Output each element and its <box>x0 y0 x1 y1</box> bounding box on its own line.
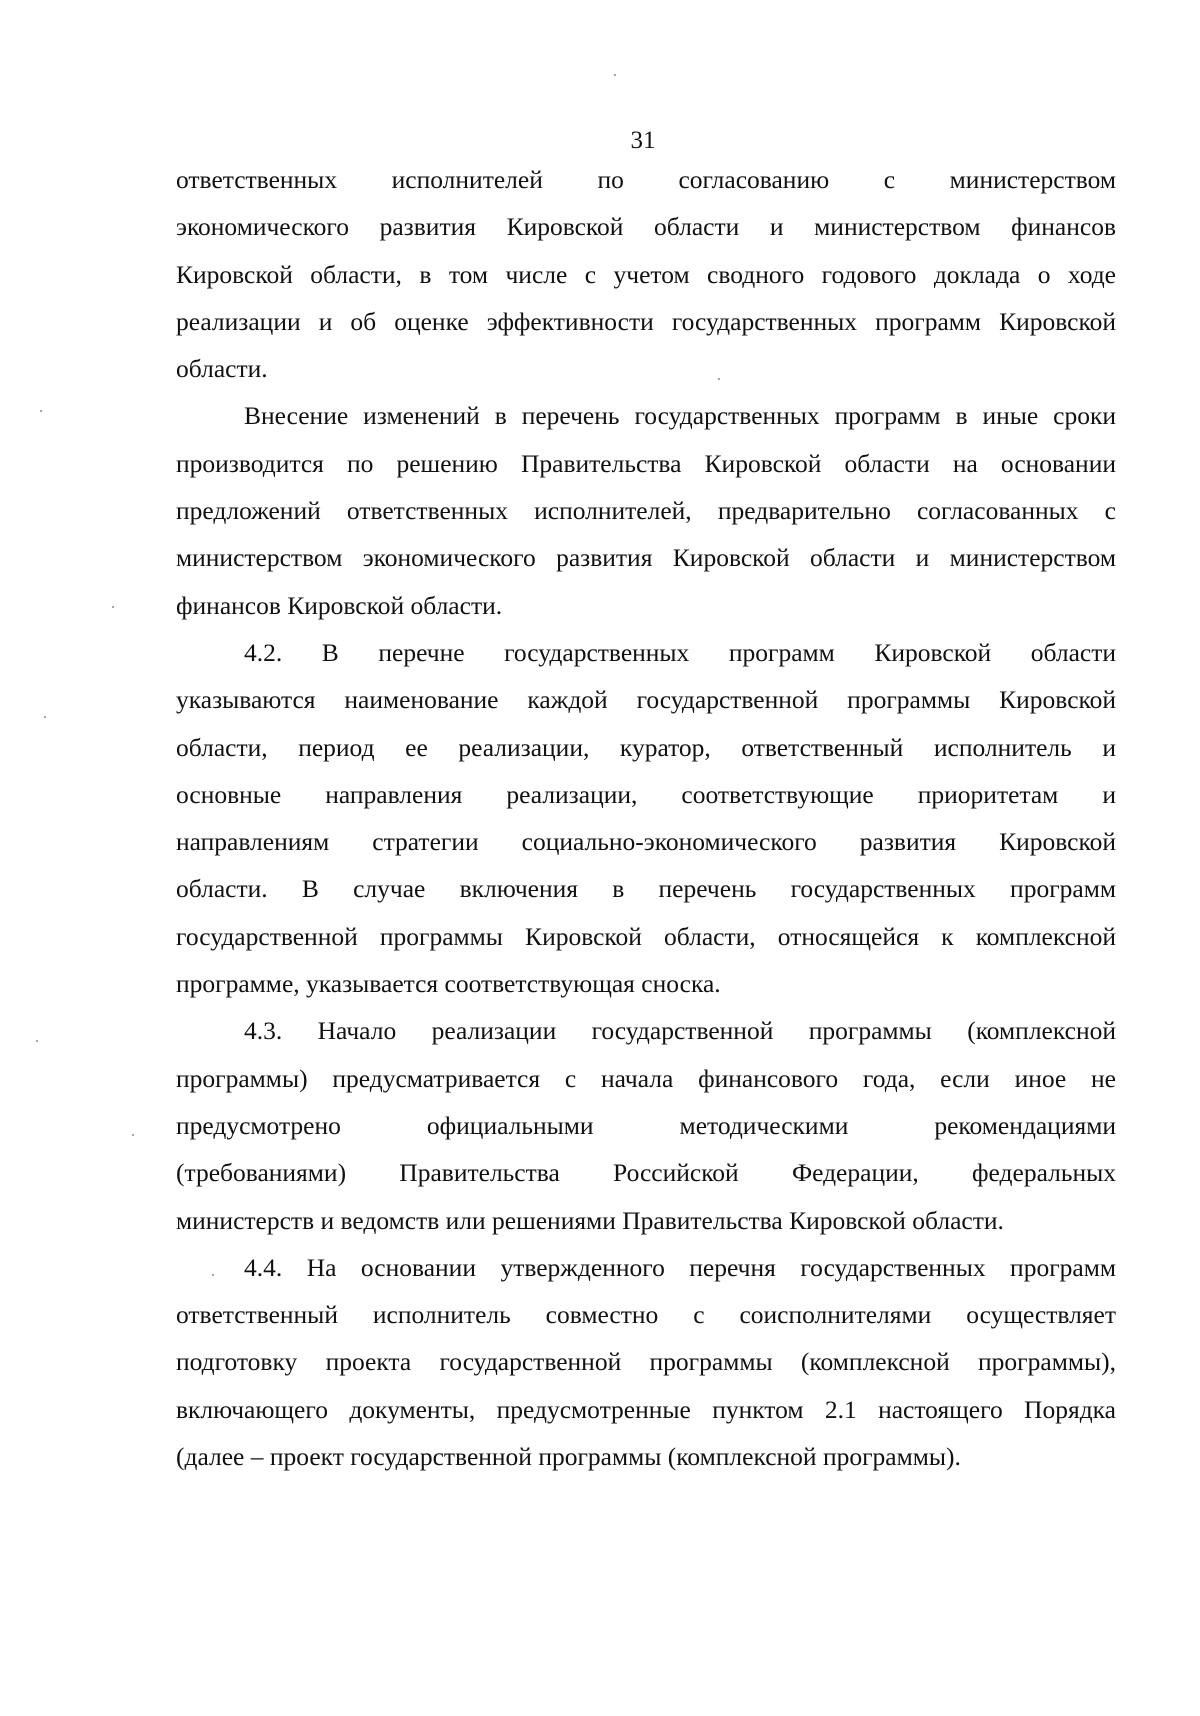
text-line: реализации и об оценке эффективности государственных программ Кировской <box>176 306 1116 336</box>
text-line: Кировской области, в том числе с учетом сводного годового доклада о ходе <box>176 259 1116 289</box>
scan-speck <box>132 1134 134 1136</box>
scan-speck <box>40 410 42 412</box>
text-line: указываются наименование каждой государственной программы Кировской <box>176 685 1116 715</box>
document-body <box>176 156 1116 1480</box>
text-line: (требованиями) Правительства Российской Федерации, федеральных <box>176 1158 1116 1188</box>
text-line: ответственный исполнитель совместно с соисполнителями осуществляет <box>176 1300 1116 1330</box>
page-number: 31 <box>630 127 656 154</box>
text-line: Внесение изменений в перечень государственных программ в иные сроки <box>244 401 1116 431</box>
text-line: программе, указывается соответствующая сноска. <box>176 969 721 999</box>
text-line: (далее – проект государственной программы (комплексной программы). <box>176 1442 961 1472</box>
text-line: 4.4. На основании утвержденного перечня государственных программ <box>244 1252 1116 1282</box>
scan-speck <box>212 1274 214 1276</box>
text-line: предложений ответственных исполнителей, предварительно согласованных с <box>176 496 1116 526</box>
text-line: основные направления реализации, соответствующие приоритетам и <box>176 779 1116 809</box>
text-line: области. <box>176 354 268 384</box>
text-line: области. В случае включения в перечень государственных программ <box>176 874 1116 904</box>
text-line: производится по решению Правительства Кировской области на основании <box>176 448 1116 478</box>
text-line: предусмотрено официальными методическими рекомендациями <box>176 1110 1116 1140</box>
text-line: министерств и ведомств или решениями Правительства Кировской области. <box>176 1205 1004 1235</box>
text-line: 4.2. В перечне государственных программ Кировской области <box>244 637 1116 667</box>
text-line: министерством экономического развития Кировской области и министерством <box>176 543 1116 573</box>
text-line: финансов Кировской области. <box>176 590 503 620</box>
text-line: области, период ее реализации, куратор, ответственный исполнитель и <box>176 732 1116 762</box>
text-line: ответственных исполнителей по согласованию с министерством <box>176 165 1116 194</box>
text-line: программы) предусматривается с начала финансового года, если иное не <box>176 1063 1116 1093</box>
text-line: включающего документы, предусмотренные пунктом 2.1 настоящего Порядка <box>176 1394 1116 1424</box>
scan-speck <box>718 378 720 380</box>
text-line: подготовку проекта государственной программы (комплексной программы), <box>176 1347 1116 1377</box>
text-line: экономического развития Кировской области и министерством финансов <box>176 212 1116 242</box>
text-line: направлениям стратегии социально-экономического развития Кировской <box>176 827 1116 857</box>
scan-speck <box>44 716 46 718</box>
scan-speck <box>36 1040 38 1042</box>
scan-speck <box>112 606 114 608</box>
text-line: 4.3. Начало реализации государственной программы (комплексной <box>244 1016 1116 1046</box>
text-line: государственной программы Кировской области, относящейся к комплексной <box>176 921 1116 951</box>
scan-speck <box>614 74 616 76</box>
